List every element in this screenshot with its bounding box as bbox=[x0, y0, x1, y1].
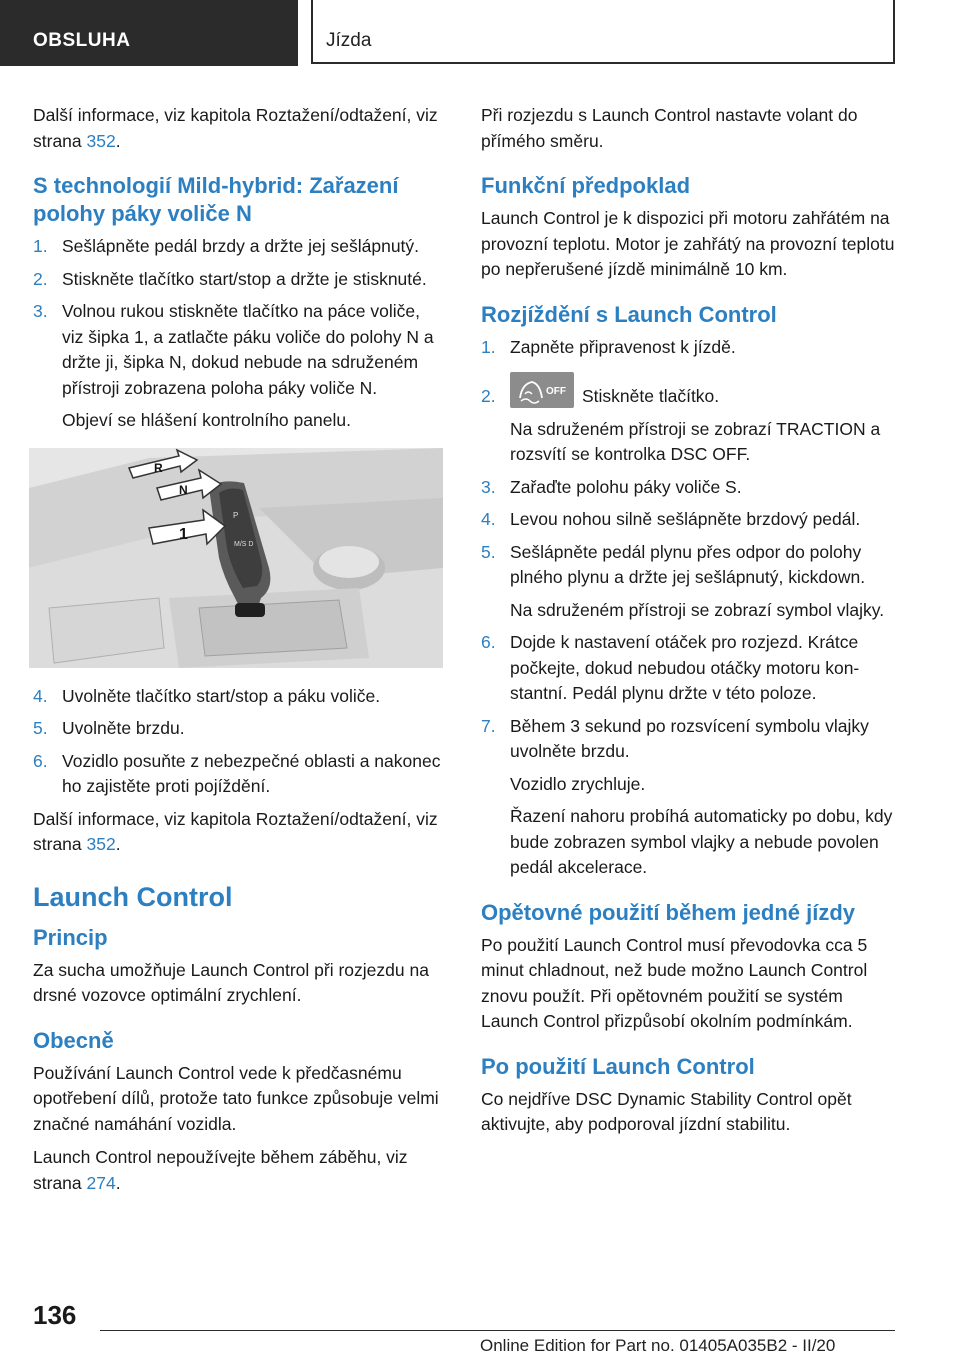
list-item bbox=[33, 299, 445, 434]
left-column bbox=[33, 103, 445, 1204]
step-number: 2. bbox=[33, 268, 48, 289]
heading-funkcni-predpoklad: Funkční předpoklad bbox=[481, 173, 691, 198]
launch-steps-list bbox=[481, 335, 901, 881]
obecne2-text: Launch Control nepoužívejte během záběhu, viz strana bbox=[33, 1147, 408, 1193]
step-number: 3. bbox=[481, 476, 496, 497]
steps-list-b bbox=[33, 684, 445, 800]
dsc-off-button-icon bbox=[510, 372, 574, 408]
step-number: 2. bbox=[481, 386, 496, 406]
footer-divider bbox=[100, 1330, 895, 1331]
step-note: Na sdruženém přístroji se zobrazí symbol vlajky. bbox=[510, 599, 885, 620]
heading-launch-control: Launch Control bbox=[33, 881, 233, 912]
obecne2-paragraph bbox=[33, 1145, 445, 1196]
heading-obecne: Obecně bbox=[33, 1027, 114, 1053]
step-text: Dojde k nastavení otáček pro rozjezd. Krátce počkejte, dokud nebudou otáčky motoru konstantní. Pedál plynu držte v této poloze. bbox=[510, 632, 860, 703]
list-item bbox=[33, 716, 445, 742]
chapter-title: Jízda bbox=[311, 0, 895, 64]
heading-princip: Princip bbox=[33, 924, 108, 950]
gear-selector-illustration bbox=[29, 448, 443, 668]
section-label: OBSLUHA bbox=[0, 0, 298, 66]
arrow-n-label: N bbox=[179, 482, 188, 497]
list-item bbox=[481, 475, 901, 501]
page-link-352-b[interactable]: 352 bbox=[86, 834, 116, 854]
step-note: Na sdruženém přístroji se zobrazí TRACTION a rozsvítí se kontrolka DSC OFF. bbox=[510, 418, 881, 464]
step-number: 5. bbox=[33, 718, 48, 738]
list-item bbox=[33, 749, 445, 800]
list-item bbox=[481, 630, 901, 707]
intro-paragraph bbox=[33, 103, 445, 154]
footer-edition: Online Edition for Part no. 01405A035B2 - II/20 bbox=[480, 1336, 836, 1355]
step-text: Stiskněte tlačítko. bbox=[582, 386, 720, 406]
step-text: Zapněte připravenost k jízdě. bbox=[510, 336, 736, 357]
step-text: Zařaďte polohu páky voliče S. bbox=[510, 476, 742, 497]
step-note-2: Řazení nahoru probíhá automaticky po dobu, kdy bude zobrazen symbol vlajky a nebude povolen pedál akcelerace. bbox=[510, 806, 893, 877]
step-note: Objeví se hlášení kontrolního panelu. bbox=[62, 410, 351, 430]
list-item bbox=[481, 335, 901, 361]
right-intro-paragraph: Při rozjezdu s Launch Control nastavte volant do přímého směru. bbox=[481, 105, 858, 151]
heading-rozjizdeni: Rozjíždění s Launch Control bbox=[481, 301, 777, 327]
step-number: 4. bbox=[33, 685, 48, 706]
steps-list-a bbox=[33, 234, 445, 434]
svg-text:P: P bbox=[233, 510, 239, 520]
funkcni-paragraph: Launch Control je k dispozici při motoru zahřátém na provozní teplotu. Motor je zahřátý na provozní teplotu po nepřerušené jízdě minimálně 10 km. bbox=[481, 208, 895, 279]
step-number: 4. bbox=[481, 509, 496, 529]
list-item bbox=[481, 507, 901, 533]
more-text: Další informace, viz kapitola Roztažení/odtažení, viz strana bbox=[33, 808, 438, 854]
step-number: 6. bbox=[33, 750, 48, 771]
list-item bbox=[33, 234, 445, 260]
heading-opetovne-pouziti: Opětovné použití během jedné jízdy bbox=[481, 899, 856, 925]
intro-end: . bbox=[115, 130, 121, 151]
page-header bbox=[0, 0, 960, 66]
step-number: 3. bbox=[33, 301, 48, 321]
step-number: 6. bbox=[481, 632, 496, 652]
list-item bbox=[481, 714, 901, 881]
heading-po-pouziti: Po použití Launch Control bbox=[481, 1053, 755, 1079]
arrow-1-label: 1 bbox=[179, 525, 188, 543]
step-number: 1. bbox=[33, 236, 48, 256]
step-text: Sešlápněte pedál plynu přes odpor do polohy plného plynu a držte jej sešlápnutý, kickdown. bbox=[510, 541, 866, 587]
step-number: 5. bbox=[481, 541, 496, 562]
page-link-274[interactable]: 274 bbox=[86, 1172, 116, 1193]
right-column bbox=[481, 103, 901, 1146]
list-item bbox=[33, 684, 445, 710]
step-note: Vozidlo zrychluje. bbox=[510, 773, 646, 794]
heading-mild-hybrid: S technologií Mild-hybrid: Zařazení polohy páky voliče N bbox=[33, 173, 399, 226]
dsc-off-label: OFF bbox=[546, 386, 566, 397]
step-text: Volnou rukou stiskněte tlačítko na páce voliče, viz šipka 1, a zatlačte páku voliče do polohy N a držte ji, šipka N, dokud nebude na sdruženém přístroji zobrazena poloha páky voliče N. bbox=[62, 301, 434, 398]
step-text: Vozidlo posuňte z nebezpečné oblasti a nakonec ho zajistěte proti pojíždění. bbox=[62, 750, 441, 796]
arrow-r-label: R bbox=[154, 460, 163, 475]
gear-selector-drawing bbox=[29, 448, 443, 668]
step-number: 7. bbox=[481, 715, 496, 736]
po-paragraph: Co nejdříve DSC Dynamic Stability Control opět aktivujte, aby podporoval jízdní stabilitu. bbox=[481, 1088, 852, 1134]
svg-text:M/S D: M/S D bbox=[234, 540, 254, 548]
obecne2-end: . bbox=[115, 1172, 121, 1193]
page-link-352[interactable]: 352 bbox=[86, 130, 116, 151]
step-text: Stiskněte tlačítko start/stop a držte je stisknuté. bbox=[62, 268, 427, 289]
more-end: . bbox=[115, 834, 121, 854]
opetovne-paragraph: Po použití Launch Control musí převodovka cca 5 minut chladnout, než bude možno Launch Control znovu použít. Při opětovném použití se systém Launch Control přizpůsobí okolním podmínkám. bbox=[481, 934, 868, 1031]
step-text: Levou nohou silně sešlápněte brzdový pedál. bbox=[510, 509, 861, 529]
intro-text: Další informace, viz kapitola Roztažení/odtažení, viz strana bbox=[33, 105, 438, 151]
princip-paragraph: Za sucha umožňuje Launch Control při rozjezdu na drsné vozovce optimální zrychlení. bbox=[33, 959, 429, 1005]
step-text: Během 3 sekund po rozsvícení symbolu vlajky uvolněte brzdu. bbox=[510, 715, 869, 761]
page-number: 136 bbox=[33, 1300, 77, 1330]
step-text: Uvolněte tlačítko start/stop a páku voliče. bbox=[62, 685, 381, 706]
list-item bbox=[481, 372, 901, 468]
list-item bbox=[33, 267, 445, 293]
step-text: Sešlápněte pedál brzdy a držte jej sešlápnutý. bbox=[62, 236, 420, 256]
list-item bbox=[481, 540, 901, 624]
more-info-paragraph bbox=[33, 807, 445, 858]
step-text: Uvolněte brzdu. bbox=[62, 718, 185, 738]
obecne-paragraph: Používání Launch Control vede k předčasnému opotřebení dílů, protože tato funkce způsobuje velmi značné namáhání vozidla. bbox=[33, 1062, 439, 1134]
step-number: 1. bbox=[481, 336, 496, 357]
